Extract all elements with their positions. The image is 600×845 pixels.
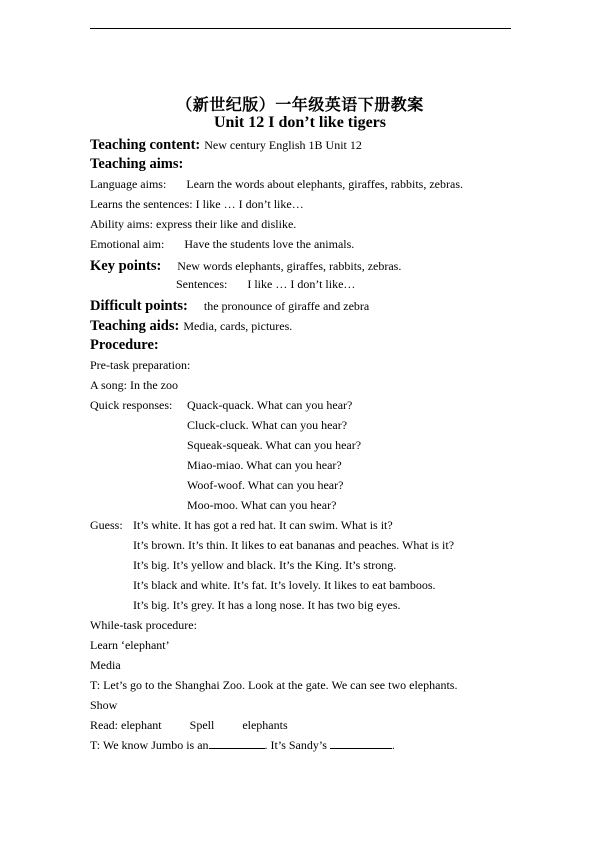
header-rule xyxy=(90,28,511,29)
quick-response-item: Cluck-cluck. What can you hear? xyxy=(187,418,348,432)
language-aims-row xyxy=(90,177,463,192)
teaching-content-value: New century English 1B Unit 12 xyxy=(204,138,362,152)
jumbo-text-end: . xyxy=(391,738,395,752)
quick-response-item: Quack-quack. What can you hear? xyxy=(187,398,353,412)
learns-sentences-line: Learns the sentences: I like … I don’t like… xyxy=(90,197,304,211)
key-points-sentences-row xyxy=(176,277,355,292)
guess-item: It’s big. It’s yellow and black. It’s the King. It’s strong. xyxy=(133,558,397,572)
teaching-aids-label: Teaching aids: xyxy=(90,318,180,334)
quick-responses-label: Quick responses: xyxy=(90,398,173,412)
fill-in-blank xyxy=(330,738,392,749)
guess-label: Guess: xyxy=(90,518,123,532)
key-points-words: New words elephants, giraffes, rabbits, zebras. xyxy=(177,259,402,273)
key-points-sentences-label: Sentences: xyxy=(176,277,228,291)
document-title-english: Unit 12 I don’t like tigers xyxy=(214,114,386,131)
teaching-content-row xyxy=(90,136,362,154)
document-title-chinese: （新世纪版）一年级英语下册教案 xyxy=(176,95,424,114)
jumbo-text-start: T: We know Jumbo is an xyxy=(90,738,209,752)
difficult-points-row xyxy=(90,297,369,315)
difficult-points-label: Difficult points: xyxy=(90,298,188,314)
fill-in-blank xyxy=(209,738,265,749)
guess-item: It’s brown. It’s thin. It likes to eat bananas and peaches. What is it? xyxy=(133,538,455,552)
guess-item: It’s white. It has got a red hat. It can swim. What is it? xyxy=(133,518,393,532)
procedure-heading: Procedure: xyxy=(90,337,159,353)
language-aims-value: Learn the words about elephants, giraffes, rabbits, zebras. xyxy=(186,177,463,191)
while-task-line: While-task procedure: xyxy=(90,618,197,632)
quick-response-item: Squeak-squeak. What can you hear? xyxy=(187,438,362,452)
read-spell-row xyxy=(90,718,288,733)
teaching-content-label: Teaching content: xyxy=(90,137,201,153)
key-points-row xyxy=(90,257,401,275)
emotional-aim-row xyxy=(90,237,354,252)
emotional-aim-label: Emotional aim: xyxy=(90,237,165,251)
quick-response-item: Moo-moo. What can you hear? xyxy=(187,498,337,512)
key-points-sentences-value: I like … I don’t like… xyxy=(247,277,356,291)
pre-task-line: Pre-task preparation: xyxy=(90,358,191,372)
jumbo-text-middle: . It’s Sandy’s xyxy=(264,738,327,752)
quick-response-item: Miao-miao. What can you hear? xyxy=(187,458,342,472)
ability-aims-line: Ability aims: express their like and dislike. xyxy=(90,217,297,231)
teaching-aids-row xyxy=(90,317,292,335)
spell-label: Spell xyxy=(189,718,215,732)
teaching-aims-heading: Teaching aims: xyxy=(90,156,184,172)
media-line: Media xyxy=(90,658,121,672)
language-aims-label: Language aims: xyxy=(90,177,167,191)
teacher-line-zoo: T: Let’s go to the Shanghai Zoo. Look at the gate. We can see two elephants. xyxy=(90,678,458,692)
song-line: A song: In the zoo xyxy=(90,378,178,392)
quick-response-item: Woof-woof. What can you hear? xyxy=(187,478,344,492)
spell-word: elephants xyxy=(242,718,288,732)
show-line: Show xyxy=(90,698,118,712)
guess-item: It’s big. It’s grey. It has a long nose. It has two big eyes. xyxy=(133,598,401,612)
teaching-aids-value: Media, cards, pictures. xyxy=(183,319,293,333)
read-label: Read: elephant xyxy=(90,718,162,732)
key-points-label: Key points: xyxy=(90,258,162,274)
guess-item: It’s black and white. It’s fat. It’s lovely. It likes to eat bamboos. xyxy=(133,578,436,592)
teacher-line-jumbo xyxy=(90,738,395,753)
emotional-aim-value: Have the students love the animals. xyxy=(184,237,355,251)
learn-elephant-line: Learn ‘elephant’ xyxy=(90,638,170,652)
difficult-points-value: the pronounce of giraffe and zebra xyxy=(203,299,370,313)
